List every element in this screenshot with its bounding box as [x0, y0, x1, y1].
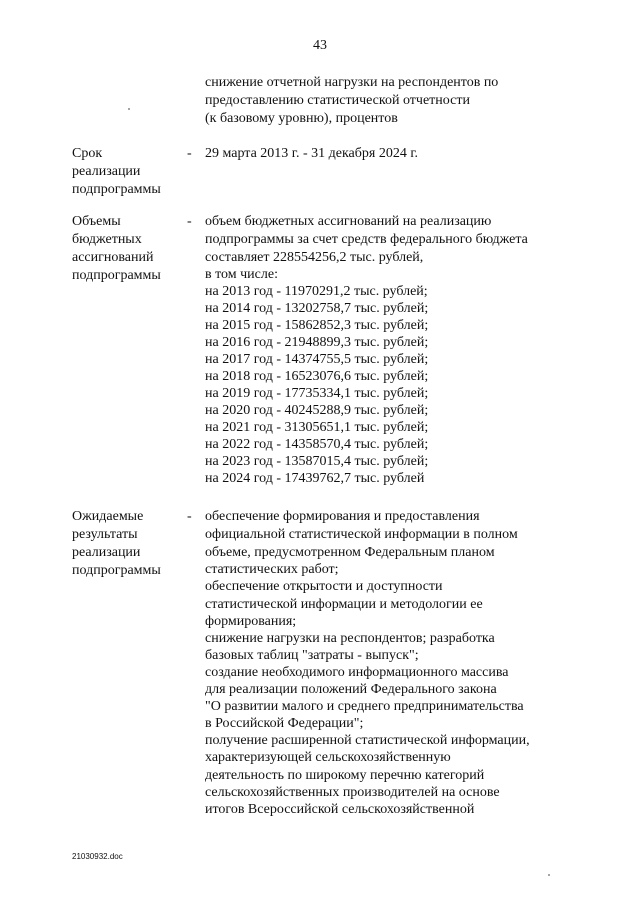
budget-year-line: на 2022 год - 14358570,4 тыс. рублей; — [205, 437, 429, 452]
footer-filename: 21030932.doc — [72, 852, 123, 861]
section-dash: - — [187, 146, 192, 161]
section-text-line: создание необходимого информационного массива — [205, 665, 509, 680]
section-text-line: снижение нагрузки на респондентов; разработка — [205, 631, 495, 646]
section-text-line: в том числе: — [205, 267, 278, 282]
section-text-line: официальной статистической информации в полном — [205, 527, 518, 542]
section-text-line: статистических работ; — [205, 562, 339, 577]
budget-year-line: на 2023 год - 13587015,4 тыс. рублей; — [205, 454, 429, 469]
section-text-line: формирования; — [205, 614, 297, 629]
section-label: Ожидаемые — [72, 509, 144, 524]
scan-speck — [128, 108, 130, 110]
section-text-line: в Российской Федерации"; — [205, 716, 364, 731]
section-text-line: обеспечение открытости и доступности — [205, 579, 443, 594]
budget-year-line: на 2021 год - 31305651,1 тыс. рублей; — [205, 420, 429, 435]
section-text-line: деятельность по широкому перечню категорий — [205, 768, 485, 783]
section-dash: - — [187, 509, 192, 524]
budget-year-line: на 2016 год - 21948899,3 тыс. рублей; — [205, 335, 429, 350]
section-label: ассигнований — [72, 250, 154, 265]
intro-line: снижение отчетной нагрузки на респондентов по — [205, 75, 499, 90]
budget-year-line: на 2013 год - 11970291,2 тыс. рублей; — [205, 284, 428, 299]
section-label: подпрограммы — [72, 268, 161, 283]
section-text-line: сельскохозяйственных производителей на основе — [205, 785, 500, 800]
budget-year-line: на 2019 год - 17735334,1 тыс. рублей; — [205, 386, 429, 401]
section-text-line: 29 марта 2013 г. - 31 декабря 2024 г. — [205, 146, 418, 161]
section-dash: - — [187, 214, 192, 229]
section-text-line: базовых таблиц "затраты - выпуск"; — [205, 648, 419, 663]
section-text-line: подпрограммы за счет средств федерального бюджета — [205, 232, 528, 247]
section-label: подпрограммы — [72, 182, 161, 197]
section-text-line: статистической информации и методологии ее — [205, 597, 483, 612]
section-text-line: обеспечение формирования и предоставления — [205, 509, 480, 524]
budget-year-line: на 2014 год - 13202758,7 тыс. рублей; — [205, 301, 429, 316]
budget-year-line: на 2015 год - 15862852,3 тыс. рублей; — [205, 318, 429, 333]
budget-year-line: на 2017 год - 14374755,5 тыс. рублей; — [205, 352, 429, 367]
budget-year-line: на 2024 год - 17439762,7 тыс. рублей — [205, 471, 425, 486]
section-text-line: характеризующей сельскохозяйственную — [205, 750, 451, 765]
section-label: реализации — [72, 545, 141, 560]
intro-line: (к базовому уровню), процентов — [205, 111, 398, 126]
section-label: Объемы — [72, 214, 121, 229]
page-number: 43 — [313, 38, 327, 53]
section-text-line: объеме, предусмотренном Федеральным планом — [205, 545, 495, 560]
section-text-line: объем бюджетных ассигнований на реализацию — [205, 214, 492, 229]
budget-year-line: на 2020 год - 40245288,9 тыс. рублей; — [205, 403, 429, 418]
section-text-line: получение расширенной статистической информации, — [205, 733, 530, 748]
section-text-line: "О развитии малого и среднего предпринимательства — [205, 699, 524, 714]
section-label: Срок — [72, 146, 103, 161]
section-label: бюджетных — [72, 232, 142, 247]
budget-year-line: на 2018 год - 16523076,6 тыс. рублей; — [205, 369, 429, 384]
section-text-line: для реализации положений Федерального закона — [205, 682, 497, 697]
section-text-line: составляет 228554256,2 тыс. рублей, — [205, 250, 424, 265]
section-label: реализации — [72, 164, 141, 179]
section-label: результаты — [72, 527, 138, 542]
intro-line: предоставлению статистической отчетности — [205, 93, 470, 108]
section-label: подпрограммы — [72, 563, 161, 578]
scan-speck — [548, 874, 550, 876]
section-text-line: итогов Всероссийской сельскохозяйственной — [205, 802, 475, 817]
